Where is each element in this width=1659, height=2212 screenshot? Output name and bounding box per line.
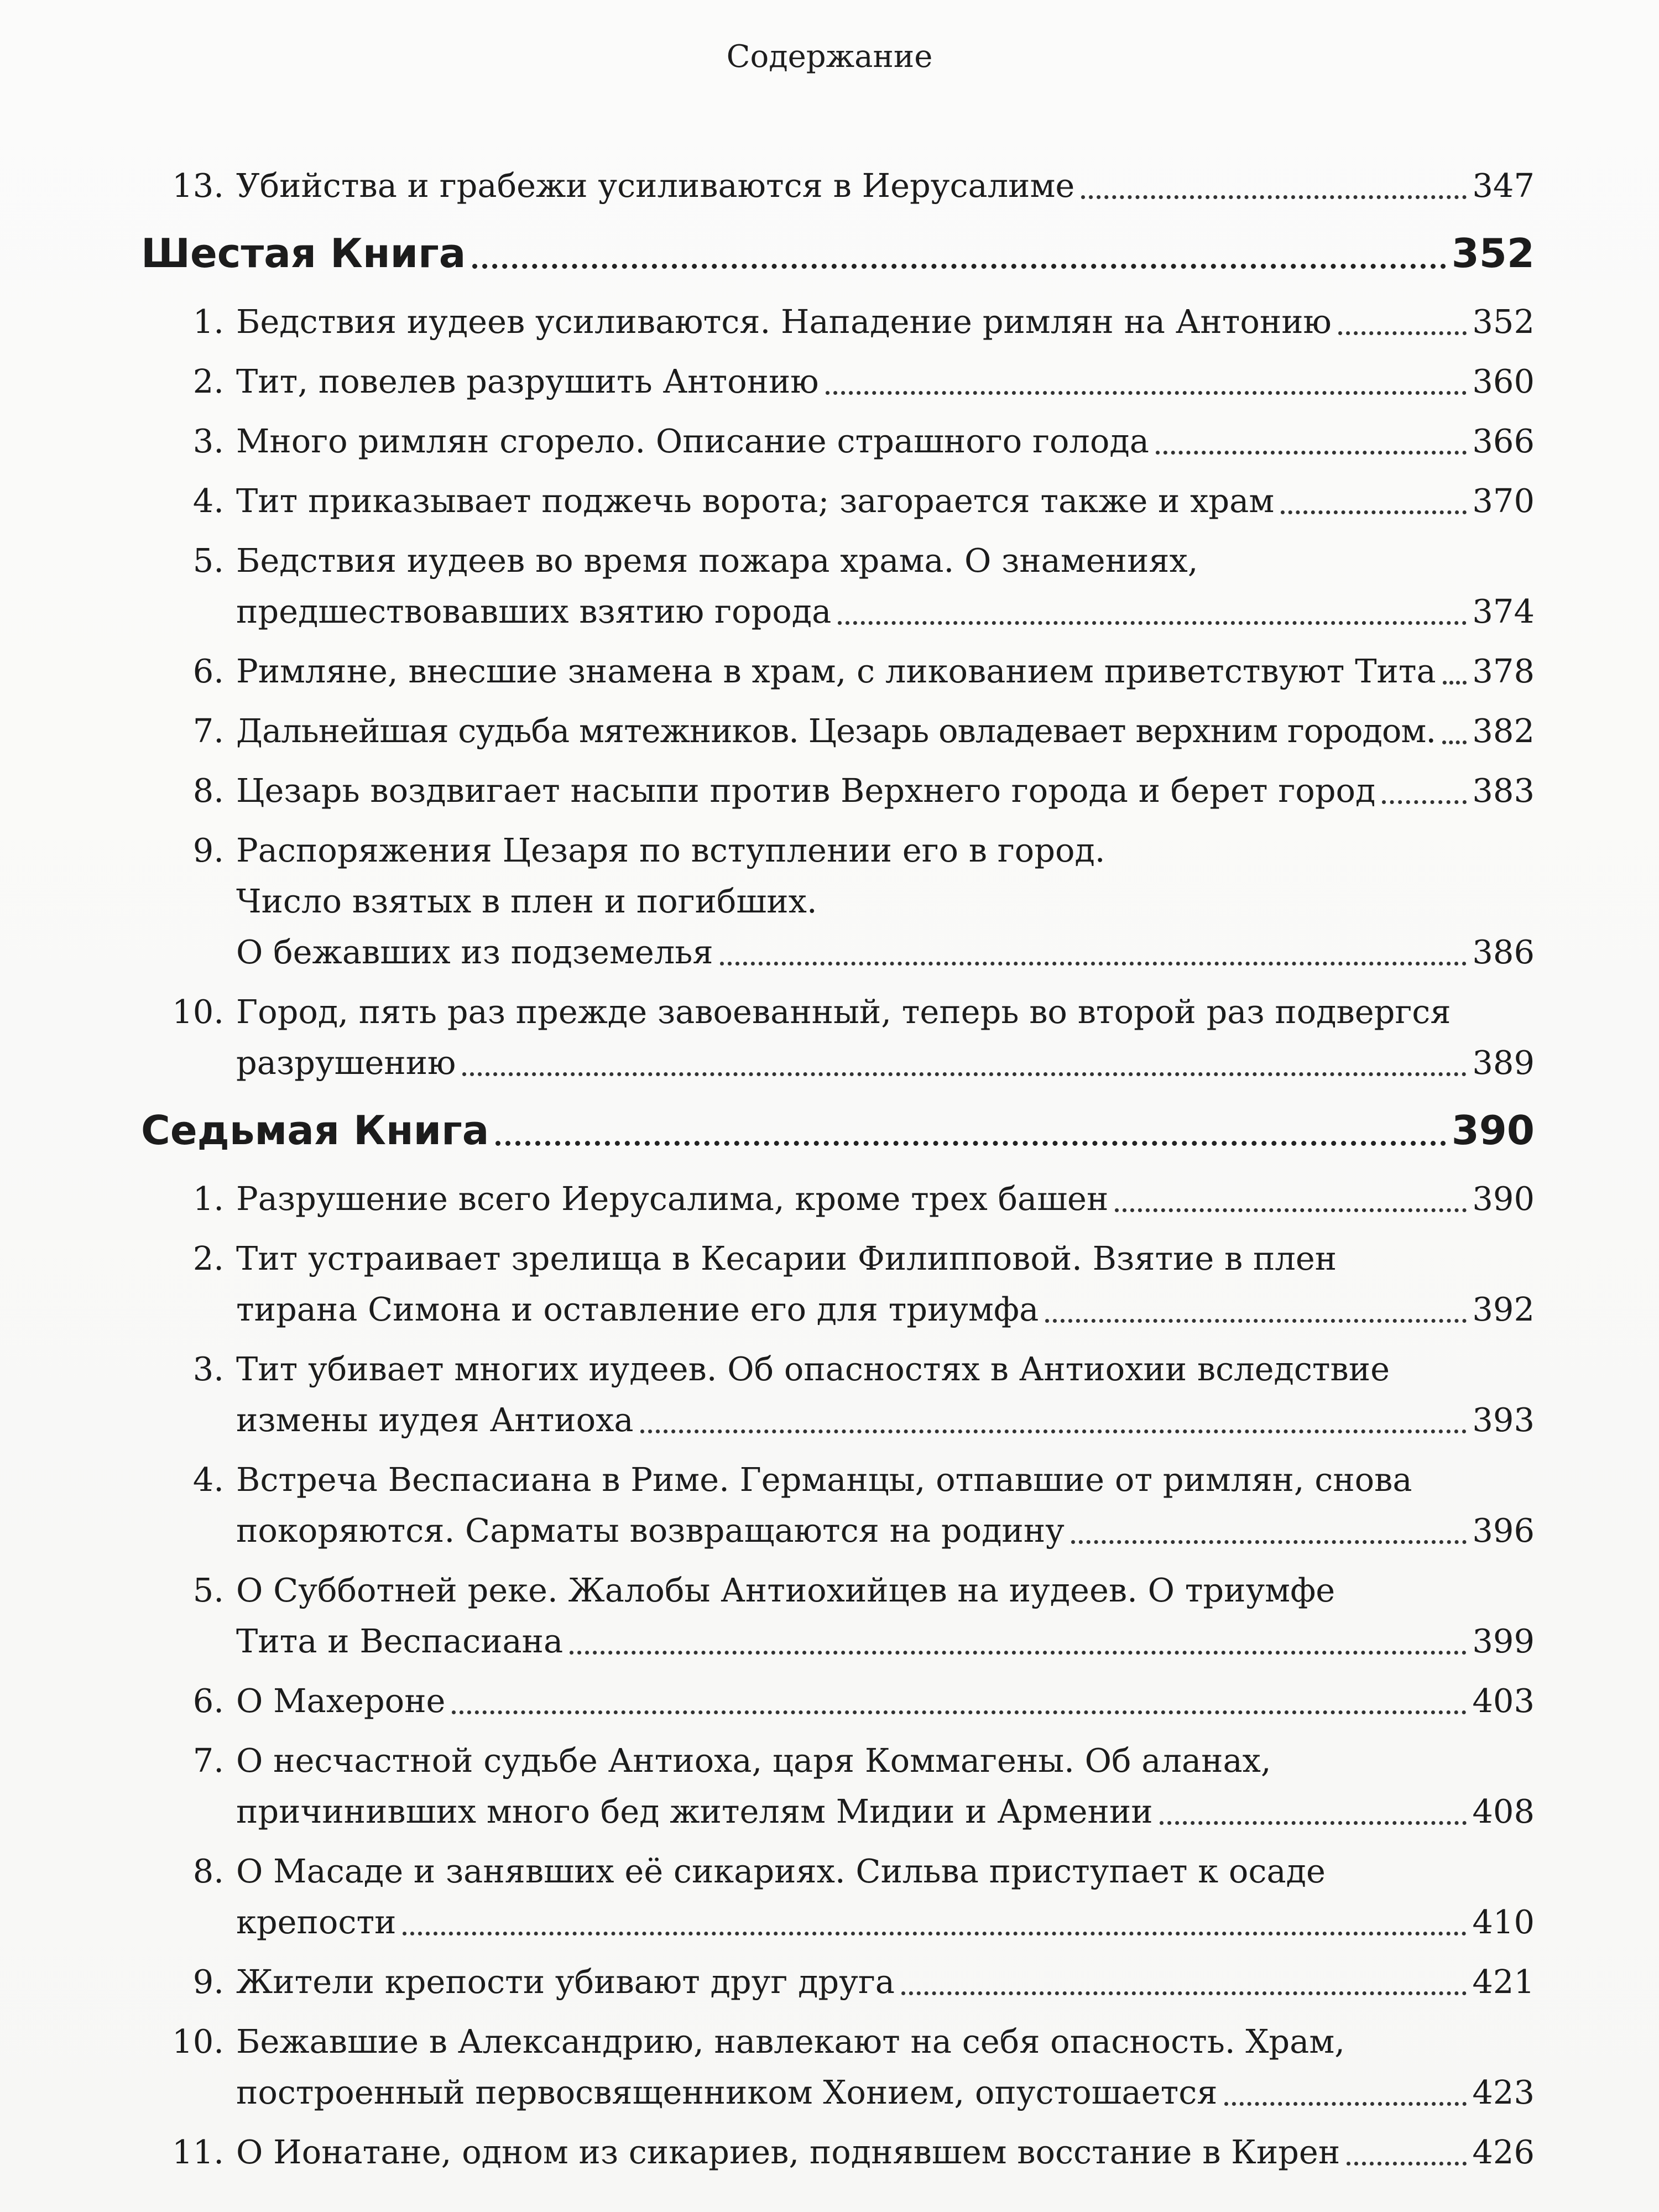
- dot-leader: [570, 1651, 1467, 1655]
- entry-number: 11.: [172, 2133, 224, 2171]
- entry-title-line: Число взятых в плен и погибших.: [236, 882, 817, 920]
- entry-title-line: покоряются. Сарматы возвращаются на родину: [236, 1511, 1065, 1550]
- toc-book-heading[interactable]: [141, 1100, 1535, 1160]
- entry-number: 9.: [192, 831, 224, 869]
- page-number: 352: [1451, 230, 1535, 276]
- toc-entry[interactable]: [141, 1233, 1535, 1335]
- toc-entry[interactable]: [141, 1454, 1535, 1556]
- toc-entry[interactable]: [141, 476, 1535, 526]
- entry-title-line: О Субботней реке. Жалобы Антиохийцев на иудеев. О триумфе: [236, 1571, 1335, 1609]
- toc-entry[interactable]: [141, 1565, 1535, 1667]
- entry-title-line: Бедствия иудеев во время пожара храма. О знамениях,: [236, 541, 1198, 580]
- dot-leader: [901, 1991, 1467, 1995]
- dot-leader: [1347, 2162, 1467, 2166]
- page-number: 403: [1472, 1682, 1535, 1720]
- page-number: 421: [1472, 1963, 1535, 2001]
- toc-entry[interactable]: [141, 356, 1535, 407]
- dot-leader: [838, 621, 1467, 625]
- entry-title-line: Много римлян сгорело. Описание страшного голода: [236, 422, 1149, 460]
- entry-number: 7.: [192, 1741, 224, 1780]
- dot-leader: [1382, 800, 1467, 804]
- entry-title-line: Тита и Веспасиана: [236, 1622, 564, 1660]
- dot-leader: [826, 391, 1467, 395]
- dot-leader: [640, 1430, 1467, 1433]
- page-number: 426: [1472, 2133, 1535, 2171]
- dot-leader: [1115, 1208, 1467, 1212]
- toc-entry[interactable]: [141, 706, 1535, 757]
- dot-leader: [720, 962, 1467, 966]
- entry-number: 10.: [172, 2022, 224, 2060]
- entry-number: 6.: [192, 652, 224, 690]
- book-title: Седьмая Книга: [141, 1107, 489, 1154]
- page-number: 399: [1472, 1622, 1535, 1660]
- entry-title-line: причинивших много бед жителям Мидии и Армении: [236, 1792, 1153, 1830]
- dot-leader: [1224, 2102, 1467, 2106]
- entry-title-line: Цезарь воздвигает насыпи против Верхнего города и берет город: [236, 771, 1376, 810]
- dot-leader: [472, 264, 1446, 269]
- book-title: Шестая Книга: [141, 230, 466, 276]
- page-number: 383: [1472, 771, 1535, 810]
- entry-title-line: О несчастной судьбе Антиоха, царя Коммагены. Об аланах,: [236, 1741, 1271, 1780]
- page-number: 390: [1472, 1180, 1535, 1218]
- page-number: 374: [1472, 592, 1535, 630]
- toc-book-heading[interactable]: [141, 223, 1535, 283]
- page-number: 423: [1472, 2073, 1535, 2111]
- toc-entry[interactable]: [141, 1344, 1535, 1446]
- dot-leader: [403, 1932, 1467, 1936]
- toc-entry[interactable]: [141, 1957, 1535, 2007]
- toc-entry[interactable]: [141, 1735, 1535, 1837]
- entry-number: 5.: [192, 541, 224, 580]
- toc-entry[interactable]: [141, 2127, 1535, 2178]
- entry-title-line: Тит устраивает зрелища в Кесарии Филипповой. Взятие в плен: [236, 1239, 1337, 1277]
- entry-title-line: Жители крепости убивают друг друга: [236, 1963, 895, 2001]
- entry-title-line: Тит убивает многих иудеев. Об опасностях в Антиохии вследствие: [236, 1350, 1390, 1388]
- page-number: 386: [1472, 933, 1535, 971]
- entry-number: 1.: [192, 1180, 224, 1218]
- entry-number: 2.: [192, 362, 224, 400]
- dot-leader: [1281, 510, 1467, 514]
- page-number: 396: [1472, 1511, 1535, 1550]
- entry-title-line: разрушению: [236, 1044, 456, 1082]
- page-number: 352: [1472, 302, 1535, 341]
- page-number: 389: [1472, 1044, 1535, 1082]
- page-number: 370: [1472, 482, 1535, 520]
- entry-number: 3.: [192, 1350, 224, 1388]
- entry-title-line: измены иудея Антиоха: [236, 1401, 634, 1439]
- entry-number: 3.: [192, 422, 224, 460]
- dot-leader: [1156, 451, 1467, 455]
- page-number: 410: [1472, 1903, 1535, 1941]
- dot-leader: [1443, 681, 1467, 685]
- entry-title-line: Тит, повелев разрушить Антонию: [236, 362, 819, 400]
- entry-title-line: предшествовавших взятию города: [236, 592, 832, 630]
- dot-leader: [1045, 1319, 1467, 1323]
- entry-title-line: Город, пять раз прежде завоеванный, теперь во второй раз подвергся: [236, 993, 1451, 1031]
- page-number: 378: [1472, 652, 1535, 690]
- entry-title-line: построенный первосвященником Хонием, опустошается: [236, 2073, 1218, 2111]
- entry-title-line: Встреча Веспасиана в Риме. Германцы, отпавшие от римлян, снова: [236, 1460, 1412, 1499]
- dot-leader: [1442, 740, 1467, 744]
- entry-title-line: О Махероне: [236, 1682, 446, 1720]
- entry-number: 4.: [192, 1460, 224, 1499]
- entry-title-line: Тит приказывает поджечь ворота; загорается также и храм: [236, 482, 1275, 520]
- entry-number: 13.: [172, 166, 224, 205]
- toc-entry[interactable]: [141, 765, 1535, 816]
- entry-number: 4.: [192, 482, 224, 520]
- page-number: 366: [1472, 422, 1535, 460]
- dot-leader: [452, 1710, 1467, 1714]
- page-header: Содержание: [726, 39, 933, 75]
- entry-number: 2.: [192, 1239, 224, 1277]
- entry-number: 8.: [192, 1852, 224, 1890]
- toc-entry[interactable]: [141, 535, 1535, 637]
- toc-entry[interactable]: [141, 987, 1535, 1088]
- toc-entry[interactable]: [141, 825, 1535, 978]
- entry-title-line: крепости: [236, 1903, 397, 1941]
- entry-number: 7.: [192, 712, 224, 750]
- dot-leader: [1071, 1540, 1467, 1544]
- entry-number: 8.: [192, 771, 224, 810]
- page-number: 390: [1451, 1107, 1535, 1154]
- toc-entry[interactable]: [141, 1173, 1535, 1224]
- dot-leader: [462, 1072, 1467, 1076]
- entry-title-line: О Масаде и занявших её сикариях. Сильва приступает к осаде: [236, 1852, 1326, 1890]
- dot-leader: [1160, 1821, 1467, 1825]
- entry-number: 9.: [192, 1963, 224, 2001]
- toc-entry[interactable]: [141, 2016, 1535, 2118]
- dot-leader: [495, 1141, 1446, 1146]
- entry-title-line: Бежавшие в Александрию, навлекают на себя опасность. Храм,: [236, 2022, 1345, 2060]
- entry-title-line: Дальнейшая судьба мятежников. Цезарь овладевает верхним городом.: [236, 712, 1436, 750]
- entry-number: 1.: [192, 302, 224, 341]
- toc-entry[interactable]: [141, 646, 1535, 697]
- page-number: 392: [1472, 1290, 1535, 1328]
- entry-number: 10.: [172, 993, 224, 1031]
- entry-title-line: Распоряжения Цезаря по вступлении его в город.: [236, 831, 1105, 869]
- page-number: 382: [1472, 712, 1535, 750]
- entry-title-line: тирана Симона и оставление его для триумфа: [236, 1290, 1039, 1328]
- entry-title-line: Убийства и грабежи усиливаются в Иерусалиме: [236, 166, 1075, 205]
- dot-leader: [1338, 331, 1467, 335]
- entry-title-line: Бедствия иудеев усиливаются. Нападение римлян на Антонию: [236, 302, 1332, 341]
- toc-entry[interactable]: [141, 1846, 1535, 1948]
- dot-leader: [1081, 195, 1467, 199]
- toc-entry[interactable]: [141, 416, 1535, 467]
- entry-title-line: Римляне, внесшие знамена в храм, с ликованием приветствуют Тита: [236, 652, 1436, 690]
- entry-number: 5.: [192, 1571, 224, 1609]
- entry-title-line: Разрушение всего Иерусалима, кроме трех башен: [236, 1180, 1109, 1218]
- toc-entry[interactable]: [141, 160, 1535, 211]
- toc-entry[interactable]: [141, 296, 1535, 347]
- entry-title-line: О Ионатане, одном из сикариев, поднявшем восстание в Кирен: [236, 2133, 1340, 2171]
- toc-entry[interactable]: [141, 1676, 1535, 1726]
- entry-title-line: О бежавших из подземелья: [236, 933, 713, 971]
- page-number: 393: [1472, 1401, 1535, 1439]
- page-number: 408: [1472, 1792, 1535, 1830]
- page-number: 360: [1472, 362, 1535, 400]
- table-of-contents: [141, 160, 1535, 2187]
- page-number: 347: [1472, 166, 1535, 205]
- entry-number: 6.: [192, 1682, 224, 1720]
